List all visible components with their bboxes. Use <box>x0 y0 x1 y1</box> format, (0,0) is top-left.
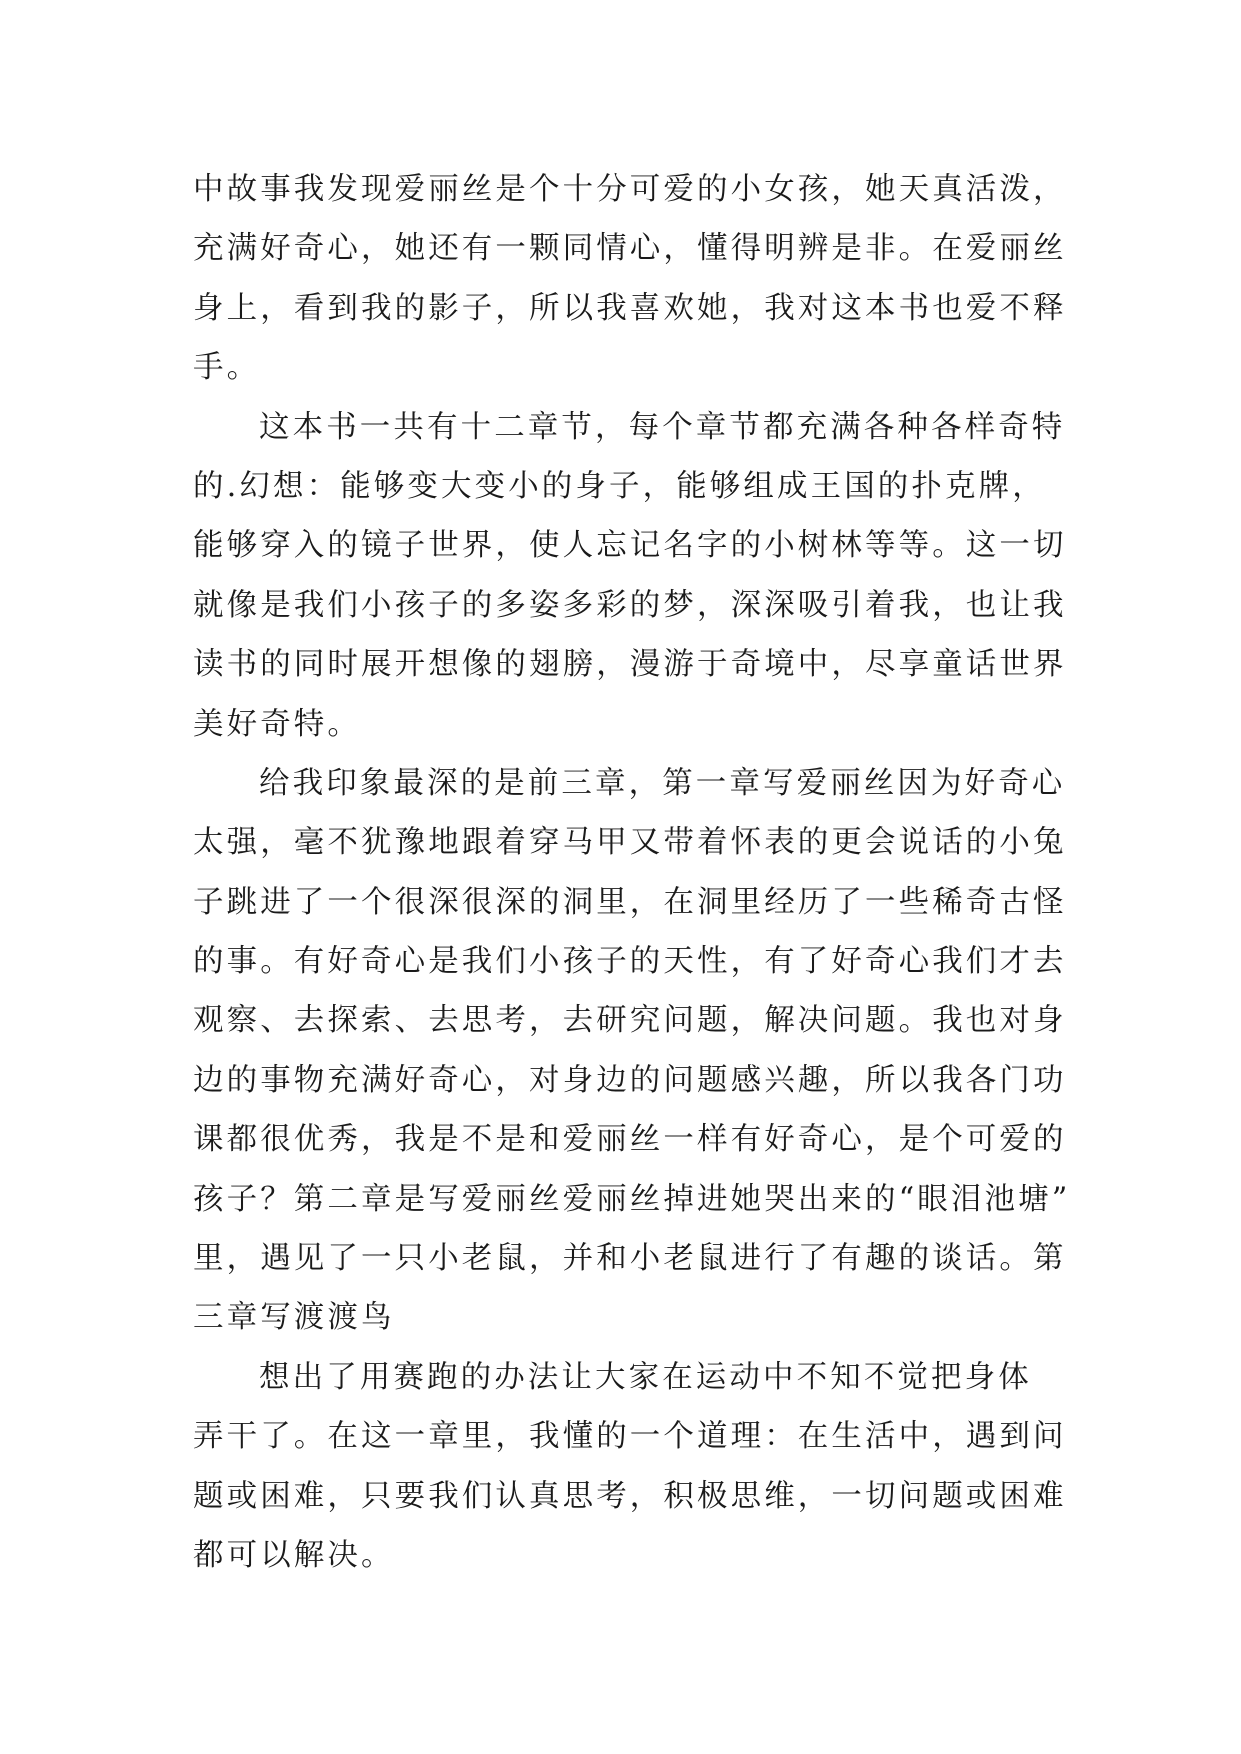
text-line: 课都很优秀，我是不是和爱丽丝一样有好奇心，是个可爱的 <box>193 1122 1067 1158</box>
text-line: 边的事物充满好奇心，对身边的问题感兴趣，所以我各门功 <box>193 1062 1067 1098</box>
text-line: 孩子？第二章是写爱丽丝爱丽丝掉进她哭出来的“眼泪池塘” <box>193 1181 1071 1217</box>
text-line: 手。 <box>193 350 261 386</box>
text-line: 能够穿入的镜子世界，使人忘记名字的小树林等等。这一切 <box>193 528 1067 564</box>
text-line: 充满好奇心，她还有一颗同情心，懂得明辨是非。在爱丽丝 <box>193 231 1067 267</box>
text-line: 都可以解决。 <box>193 1537 395 1573</box>
text-line: 美好奇特。 <box>193 706 361 742</box>
text-line: 的.幻想：能够变大变小的身子，能够组成王国的扑克牌， <box>193 468 1046 504</box>
text-line: 身上，看到我的影子，所以我喜欢她，我对这本书也爱不释 <box>193 290 1067 326</box>
body-text <box>193 160 1071 1585</box>
text-line: 就像是我们小孩子的多姿多彩的梦，深深吸引着我，也让我 <box>193 587 1067 623</box>
text-line: 三章写渡渡鸟 <box>193 1300 395 1336</box>
text-line: 里，遇见了一只小老鼠，并和小老鼠进行了有趣的谈话。第 <box>193 1241 1067 1277</box>
text-line: 的事。有好奇心是我们小孩子的天性，有了好奇心我们才去 <box>193 944 1067 980</box>
text-line: 弄干了。在这一章里，我懂的一个道理：在生活中，遇到问 <box>193 1419 1067 1455</box>
paragraph-first-line: 想出了用赛跑的办法让大家在运动中不知不觉把身体 <box>259 1359 1032 1395</box>
text-line: 子跳进了一个很深很深的洞里，在洞里经历了一些稀奇古怪 <box>193 884 1067 920</box>
text-line: 中故事我发现爱丽丝是个十分可爱的小女孩，她天真活泼， <box>193 172 1067 207</box>
text-line: 太强，毫不犹豫地跟着穿马甲又带着怀表的更会说话的小兔 <box>193 825 1067 861</box>
paragraph-first-line: 这本书一共有十二章节，每个章节都充满各种各样奇特 <box>259 409 1066 445</box>
text-line: 观察、去探索、去思考，去研究问题，解决问题。我也对身 <box>193 1003 1067 1039</box>
paragraph-first-line: 给我印象最深的是前三章，第一章写爱丽丝因为好奇心 <box>259 765 1066 801</box>
text-line: 题或困难，只要我们认真思考，积极思维，一切问题或困难 <box>193 1478 1067 1514</box>
text-line: 读书的同时展开想像的翅膀，漫游于奇境中，尽享童话世界 <box>193 647 1067 683</box>
